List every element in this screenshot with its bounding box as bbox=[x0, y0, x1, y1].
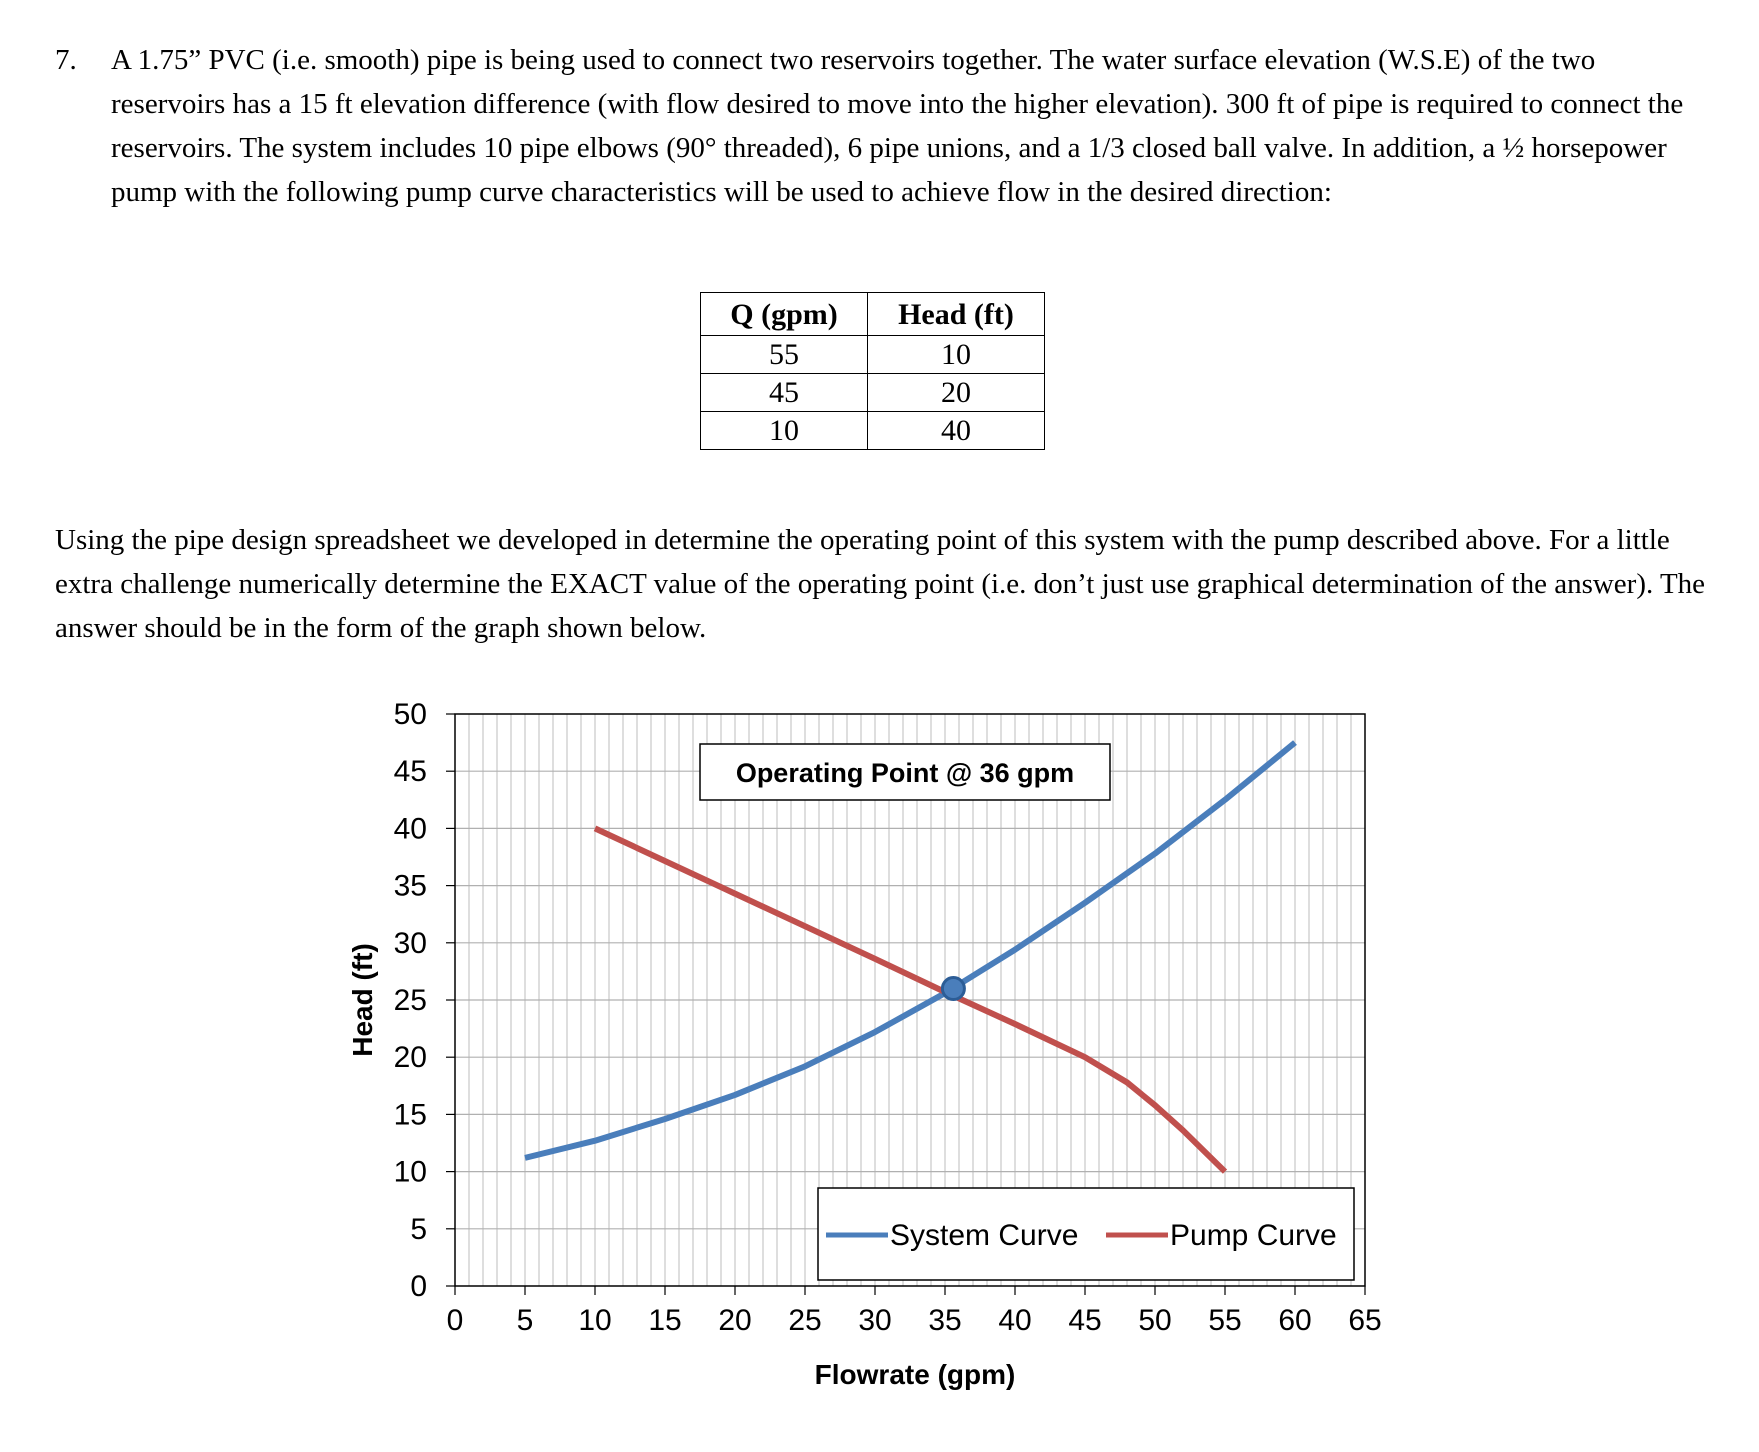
y-tick-label: 35 bbox=[393, 869, 427, 903]
y-tick-label: 20 bbox=[393, 1041, 427, 1075]
x-axis-label: Flowrate (gpm) bbox=[814, 1359, 1016, 1390]
problem-text: A 1.75” PVC (i.e. smooth) pipe is being used to connect two reservoirs together. The water surface elevation (W.S.E) of the two reservoirs has a 15 ft elevation difference (with flow desired to move into the higher elevation). 300 ft of pipe is required to connect the reservoirs. The system includes 10 pipe elbows (90° threaded), 6 pipe unions, and a 1/3 closed ball valve. In addition, a ½ horsepower pump with the following pump curve characteristics will be used to achieve flow in the desired direction: bbox=[111, 44, 1684, 208]
x-tick-label: 0 bbox=[446, 1304, 464, 1337]
x-tick-label: 10 bbox=[578, 1304, 612, 1337]
y-tick-label: 10 bbox=[393, 1155, 427, 1189]
y-tick-label: 0 bbox=[410, 1270, 427, 1303]
table-cell-head: 40 bbox=[868, 412, 1045, 450]
table-cell-q: 10 bbox=[701, 412, 868, 450]
x-tick-label: 25 bbox=[788, 1304, 822, 1337]
series-line-system-curve bbox=[525, 743, 1295, 1158]
problem-number: 7. bbox=[55, 44, 77, 76]
x-tick-label: 35 bbox=[928, 1304, 962, 1337]
table-cell-head: 20 bbox=[868, 374, 1045, 412]
table-cell-head: 10 bbox=[868, 336, 1045, 374]
table-cell-q: 45 bbox=[701, 374, 868, 412]
x-tick-label: 55 bbox=[1208, 1304, 1242, 1337]
y-tick-label: 30 bbox=[393, 926, 427, 960]
x-tick-label: 60 bbox=[1278, 1304, 1312, 1337]
x-tick-label: 15 bbox=[648, 1304, 682, 1337]
x-tick-label: 20 bbox=[718, 1304, 752, 1337]
y-axis-label: Head (ft) bbox=[347, 943, 378, 1057]
table-header-q: Q (gpm) bbox=[701, 293, 868, 336]
x-tick-label: 65 bbox=[1348, 1304, 1382, 1337]
y-tick-label: 45 bbox=[393, 755, 427, 789]
y-tick-label: 15 bbox=[393, 1098, 427, 1132]
x-tick-label: 30 bbox=[858, 1304, 892, 1337]
x-tick-label: 5 bbox=[516, 1304, 534, 1337]
legend-system-label: System Curve bbox=[890, 1219, 1079, 1252]
table-header-head: Head (ft) bbox=[868, 293, 1045, 336]
annotation-text: Operating Point @ 36 gpm bbox=[735, 758, 1075, 788]
operating-point-marker bbox=[942, 978, 964, 1000]
legend-pump-label: Pump Curve bbox=[1170, 1219, 1337, 1252]
instructions-paragraph: Using the pipe design spreadsheet we developed in determine the operating point of this system with the pump described above. For a little extra challenge numerically determine the EXACT value of the operating point (i.e. don’t just use graphical determination of the answer). The answer should be in the form of the graph shown below. bbox=[55, 524, 1706, 644]
table-cell-q: 55 bbox=[701, 336, 868, 374]
y-tick-label: 40 bbox=[393, 812, 427, 846]
y-tick-label: 5 bbox=[410, 1212, 427, 1246]
x-tick-label: 50 bbox=[1138, 1304, 1172, 1337]
chart-series bbox=[525, 743, 1295, 1172]
y-tick-label: 50 bbox=[393, 698, 427, 731]
x-tick-label: 45 bbox=[1068, 1304, 1102, 1337]
x-tick-label: 40 bbox=[998, 1304, 1032, 1337]
y-tick-label: 25 bbox=[393, 984, 427, 1017]
